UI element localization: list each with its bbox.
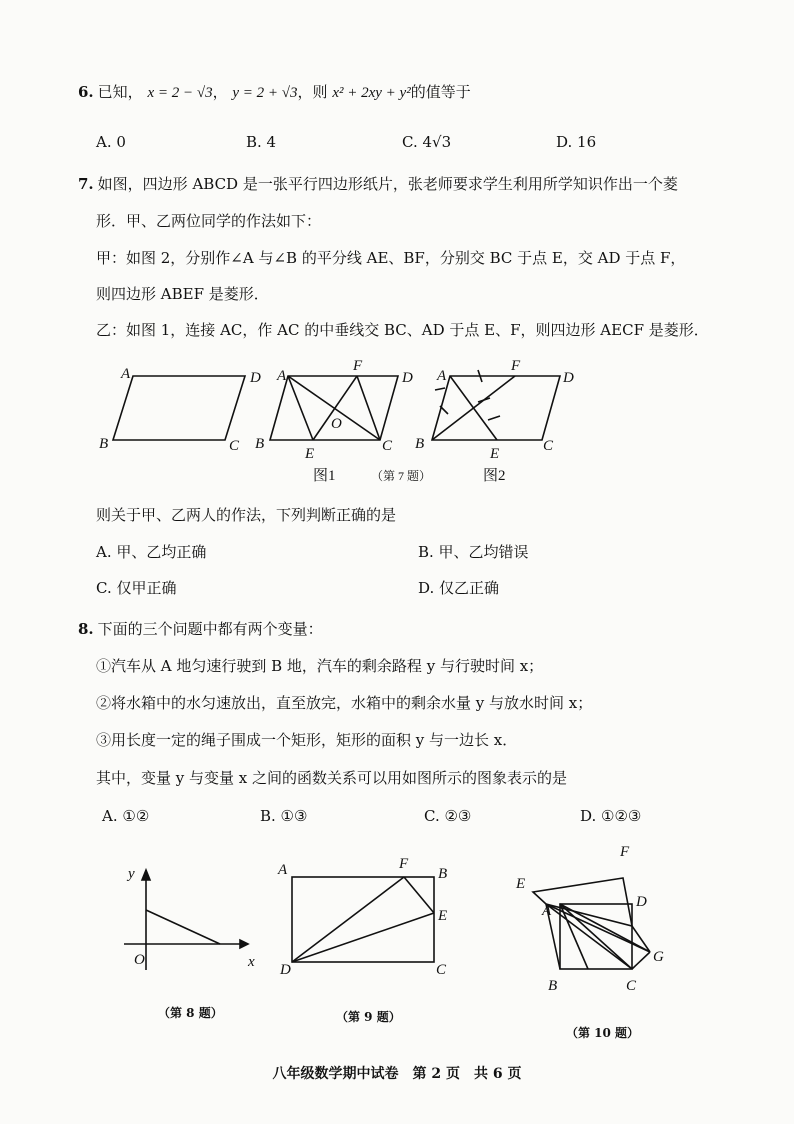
- q7-fig1-label-e: E: [305, 446, 315, 462]
- bottom-figures: [110, 840, 680, 990]
- q8-line: [146, 910, 220, 944]
- q8-item2: ②将水箱中的水匀速放出，直至放完，水箱中的剩余水量 y 与放水时间 x；: [96, 694, 593, 712]
- q7-fig2-caption: 图2: [483, 468, 506, 484]
- q7-option-a: A. 甲、乙均正确: [96, 543, 207, 561]
- q8-item3: ③用长度一定的绳子围成一个矩形，矩形的面积 y 与一边长 x．: [96, 731, 518, 749]
- q9-label-e: E: [438, 908, 448, 924]
- q7-fig2-label-b: B: [415, 436, 425, 452]
- q7-fig2-label-e: E: [490, 446, 500, 462]
- q7-label-b: B: [99, 436, 109, 452]
- q6-expression: x² + 2xy + y²: [332, 85, 411, 101]
- q7-option-d: D. 仅乙正确: [418, 579, 500, 597]
- q7-number: 7.: [78, 175, 94, 193]
- q7-fig1-label-o: O: [331, 416, 342, 432]
- q6-option-a: A. 0: [96, 133, 126, 151]
- q7-label-c: C: [229, 438, 240, 454]
- q8-line1: [78, 619, 323, 639]
- q7-fig1-label-c: C: [382, 438, 393, 454]
- q10-label-b: B: [548, 978, 558, 990]
- q8-label-o: O: [134, 952, 145, 968]
- q10-label-c: C: [626, 978, 637, 990]
- q7-line4: 则四边形 ABEF 是菱形．: [96, 285, 269, 303]
- q8-item1: ①汽车从 A 地匀速行驶到 B 地，汽车的剩余路程 y 与行驶时间 x；: [96, 657, 544, 675]
- q8-number: 8.: [78, 620, 94, 638]
- q7-figures: [95, 360, 595, 485]
- q9-label-a: A: [278, 862, 288, 878]
- q6-option-d: D. 16: [556, 133, 597, 151]
- q6-number: 6.: [78, 83, 94, 101]
- q8-line1-text: 下面的三个问题中都有两个变量：: [97, 620, 323, 638]
- q7-fig1-label-f: F: [353, 360, 363, 374]
- q9-label-c: C: [436, 962, 447, 978]
- q7-fig1-caption: 图1: [313, 468, 336, 484]
- q6-y-value: y = 2 + √3: [232, 85, 298, 101]
- q7-fig2-label-c: C: [543, 438, 554, 454]
- q7-line5: 乙：如图 1，连接 AC，作 AC 的中垂线交 BC、AD 于点 E、F，则四边形 AECF 是菱形．: [96, 321, 709, 339]
- q6-x-value: x = 2 − √3: [147, 85, 213, 101]
- page-footer: 八年级数学期中试卷 第 2 页 共 6 页: [272, 1066, 522, 1082]
- q10-label-f: F: [620, 844, 630, 860]
- q8-label-x: x: [248, 954, 255, 970]
- q6-post: 的值等于: [410, 83, 471, 101]
- q7-parallelogram: [113, 376, 245, 440]
- q8-option-c: C. ②③: [424, 807, 472, 825]
- q7-line1: [78, 174, 678, 194]
- q8-option-d: D. ①②③: [580, 807, 642, 825]
- q7-line1-text: 如图，四边形 ABCD 是一张平行四边形纸片，张老师要求学生利用所学知识作出一个菱: [97, 175, 678, 193]
- q7-option-c: C. 仅甲正确: [96, 579, 177, 597]
- q7-fig1-label-d: D: [402, 370, 413, 386]
- q9-rectangle: [292, 877, 434, 962]
- q10-caption: （第 10 题）: [566, 1026, 640, 1040]
- q7-line3: 甲：如图 2，分别作∠A 与∠B 的平分线 AE、BF，分别交 BC 于点 E，交 AD 于点 F，: [96, 249, 686, 267]
- q8-question: 其中，变量 y 与变量 x 之间的函数关系可以用如图所示的图象表示的是: [96, 769, 568, 787]
- q10-label-g: G: [653, 949, 664, 965]
- q7-label-a: A: [121, 366, 131, 382]
- q7-fig2-label-a: A: [437, 368, 447, 384]
- q7-fig1-label-b: B: [255, 436, 265, 452]
- q10-label-d: D: [636, 894, 647, 910]
- q10-label-e: E: [516, 876, 526, 892]
- q8-label-y: y: [128, 866, 135, 882]
- q9-label-b: B: [438, 866, 448, 882]
- q6-option-c: C. 4√3: [402, 133, 452, 151]
- q10-label-a: A: [542, 903, 552, 919]
- q7-option-b: B. 甲、乙均错误: [418, 543, 529, 561]
- q7-fig2-parallelogram: [432, 376, 560, 440]
- q8-caption: （第 8 题）: [158, 1006, 223, 1020]
- q7-fig2-label-f: F: [511, 360, 521, 374]
- q7-fig1-label-a: A: [277, 368, 287, 384]
- q7-question: 则关于甲、乙两人的作法，下列判断正确的是: [96, 506, 397, 524]
- q7-fig2-label-d: D: [563, 370, 574, 386]
- q7-figure-caption: （第 7 题）: [371, 469, 432, 483]
- q8-option-b: B. ①③: [260, 807, 308, 825]
- q6-pre: 已知，: [97, 83, 143, 101]
- q7-label-d: D: [250, 370, 261, 386]
- q9-label-f: F: [399, 856, 409, 872]
- q9-caption: （第 9 题）: [336, 1010, 401, 1024]
- q7-line2: 形．甲、乙两位同学的作法如下：: [96, 212, 322, 230]
- q6-option-b: B. 4: [246, 133, 277, 151]
- q8-option-a: A. ①②: [102, 807, 150, 825]
- q6-mid: ，则: [297, 83, 328, 101]
- q6-stem: 6. 已知， x = 2 − √3， y = 2 + √3，则 x² + 2xy + y²的值等于: [78, 83, 471, 101]
- q9-label-d: D: [280, 962, 291, 978]
